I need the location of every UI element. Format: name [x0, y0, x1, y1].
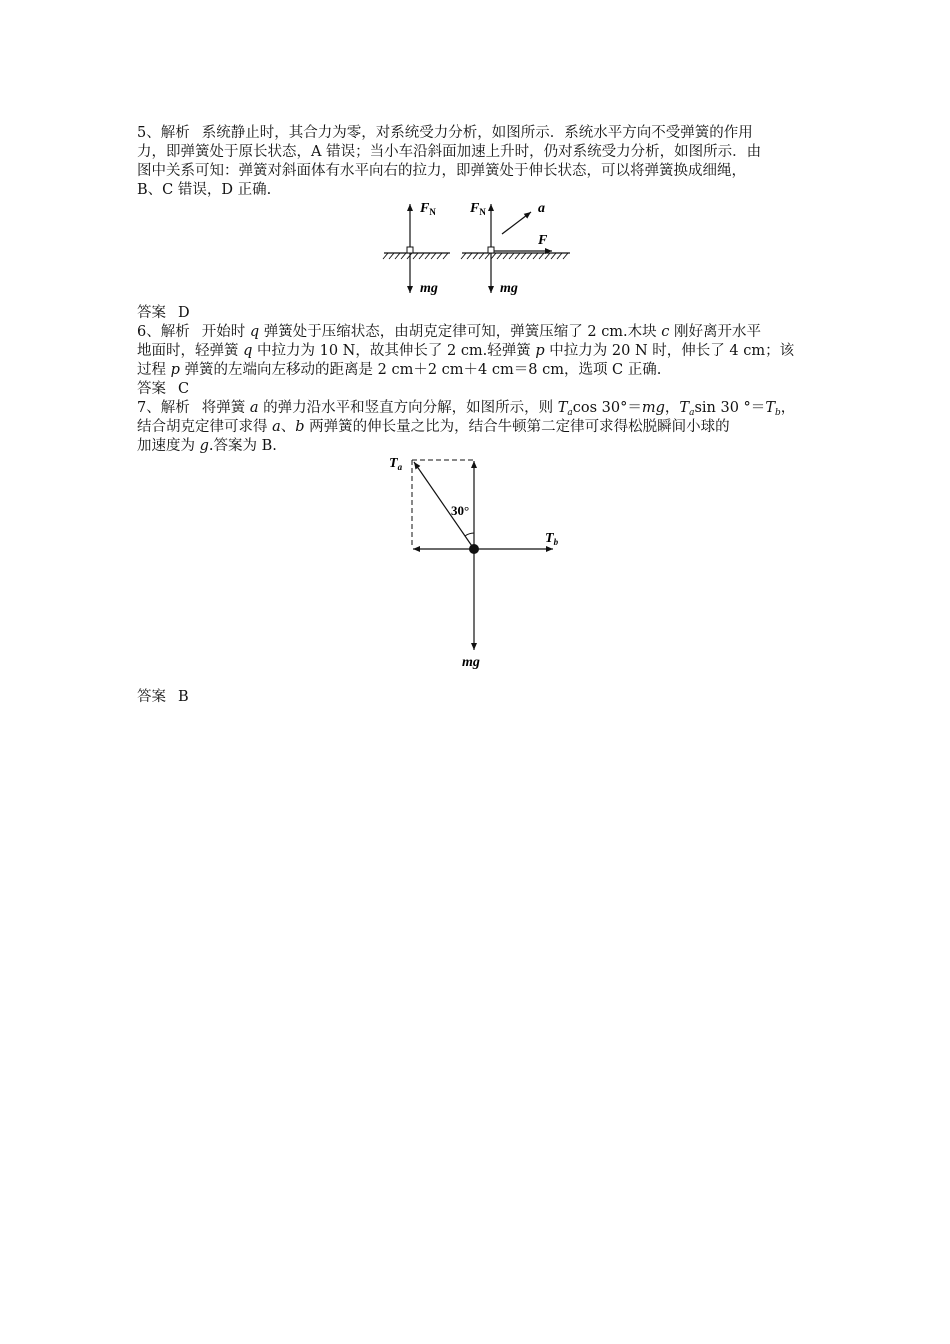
angle-arc — [465, 533, 474, 536]
q6-label: 6、解析 — [137, 324, 190, 340]
block-left — [407, 247, 413, 253]
q6-answer — [137, 380, 822, 399]
label-mg: mg — [462, 655, 480, 670]
answer-value: C — [178, 381, 190, 397]
q5-text-line: 力，即弹簧处于原长状态，A 错误；当小车沿斜面加速上升时，仍对系统受力分析，如图所示．由 — [137, 144, 762, 160]
q5-answer — [137, 304, 822, 323]
q5-text-line: B、C 错误，D 正确. — [137, 182, 272, 198]
q7-solution: 7、解析 将弹簧 a 的弹力沿水平和竖直方向分解，如图所示，则 $T_a\cos$ 30°＝mg，$T_a\sin$ 30 $^\circ=T_b$， 结合胡克定律可求得 a、b 两弹簧的伸长量之比为，结合牛顿第二定律可求得松脱瞬间小球的 加速度为 g.答案为 B. — [137, 400, 796, 454]
label-fn-right: $F_N$ — [470, 201, 486, 217]
ball — [469, 544, 479, 554]
answer-label: 答案 — [137, 381, 166, 397]
ground-right — [461, 253, 570, 259]
q7-answer — [137, 688, 822, 707]
answer-label: 答案 — [137, 305, 166, 321]
label-mg-right: mg — [500, 281, 518, 296]
arrow-accel — [502, 212, 531, 234]
q7-force-diagram — [385, 452, 575, 674]
q7-label: 7、解析 — [137, 400, 190, 416]
label-f: F — [538, 233, 548, 248]
answer-value: B — [178, 689, 189, 705]
q5-text-line: 图中关系可知：弹簧对斜面体有水平向右的拉力，即弹簧处于伸长状态，可以将弹簧换成细绳， — [137, 163, 746, 179]
answer-label: 答案 — [137, 689, 166, 705]
label-accel: a — [538, 201, 545, 216]
block-right — [488, 247, 494, 253]
q6-solution: 6、解析 开始时 q 弹簧处于压缩状态，由胡克定律可知，弹簧压缩了 2 cm.木块 c 刚好离开水平 地面时，轻弹簧 q 中拉力为 10 N，故其伸长了 2 cm.轻弹簧 p 中拉力为 20 N 时，伸长了 4 cm；该 过程 p 弹簧的左端向左移动的距离是 2 cm＋2 cm＋4 cm＝8 cm，选项 C 正确. 答案 C — [137, 323, 822, 399]
label-ta: $T_a$ — [389, 456, 403, 472]
label-fn-left: $F_N$ — [420, 201, 436, 217]
label-angle: 30° — [451, 503, 470, 518]
q5-solution — [137, 124, 822, 200]
label-tb: $T_b$ — [545, 531, 559, 547]
q5-text-line: 系统静止时，其合力为零，对系统受力分析，如图所示．系统水平方向不受弹簧的作用 — [201, 125, 753, 141]
label-mg-left: mg — [420, 281, 438, 296]
ground-left — [383, 253, 450, 259]
answer-value: D — [178, 305, 190, 321]
q5-label: 5、解析 — [137, 125, 190, 141]
q5-force-diagram — [378, 196, 578, 300]
